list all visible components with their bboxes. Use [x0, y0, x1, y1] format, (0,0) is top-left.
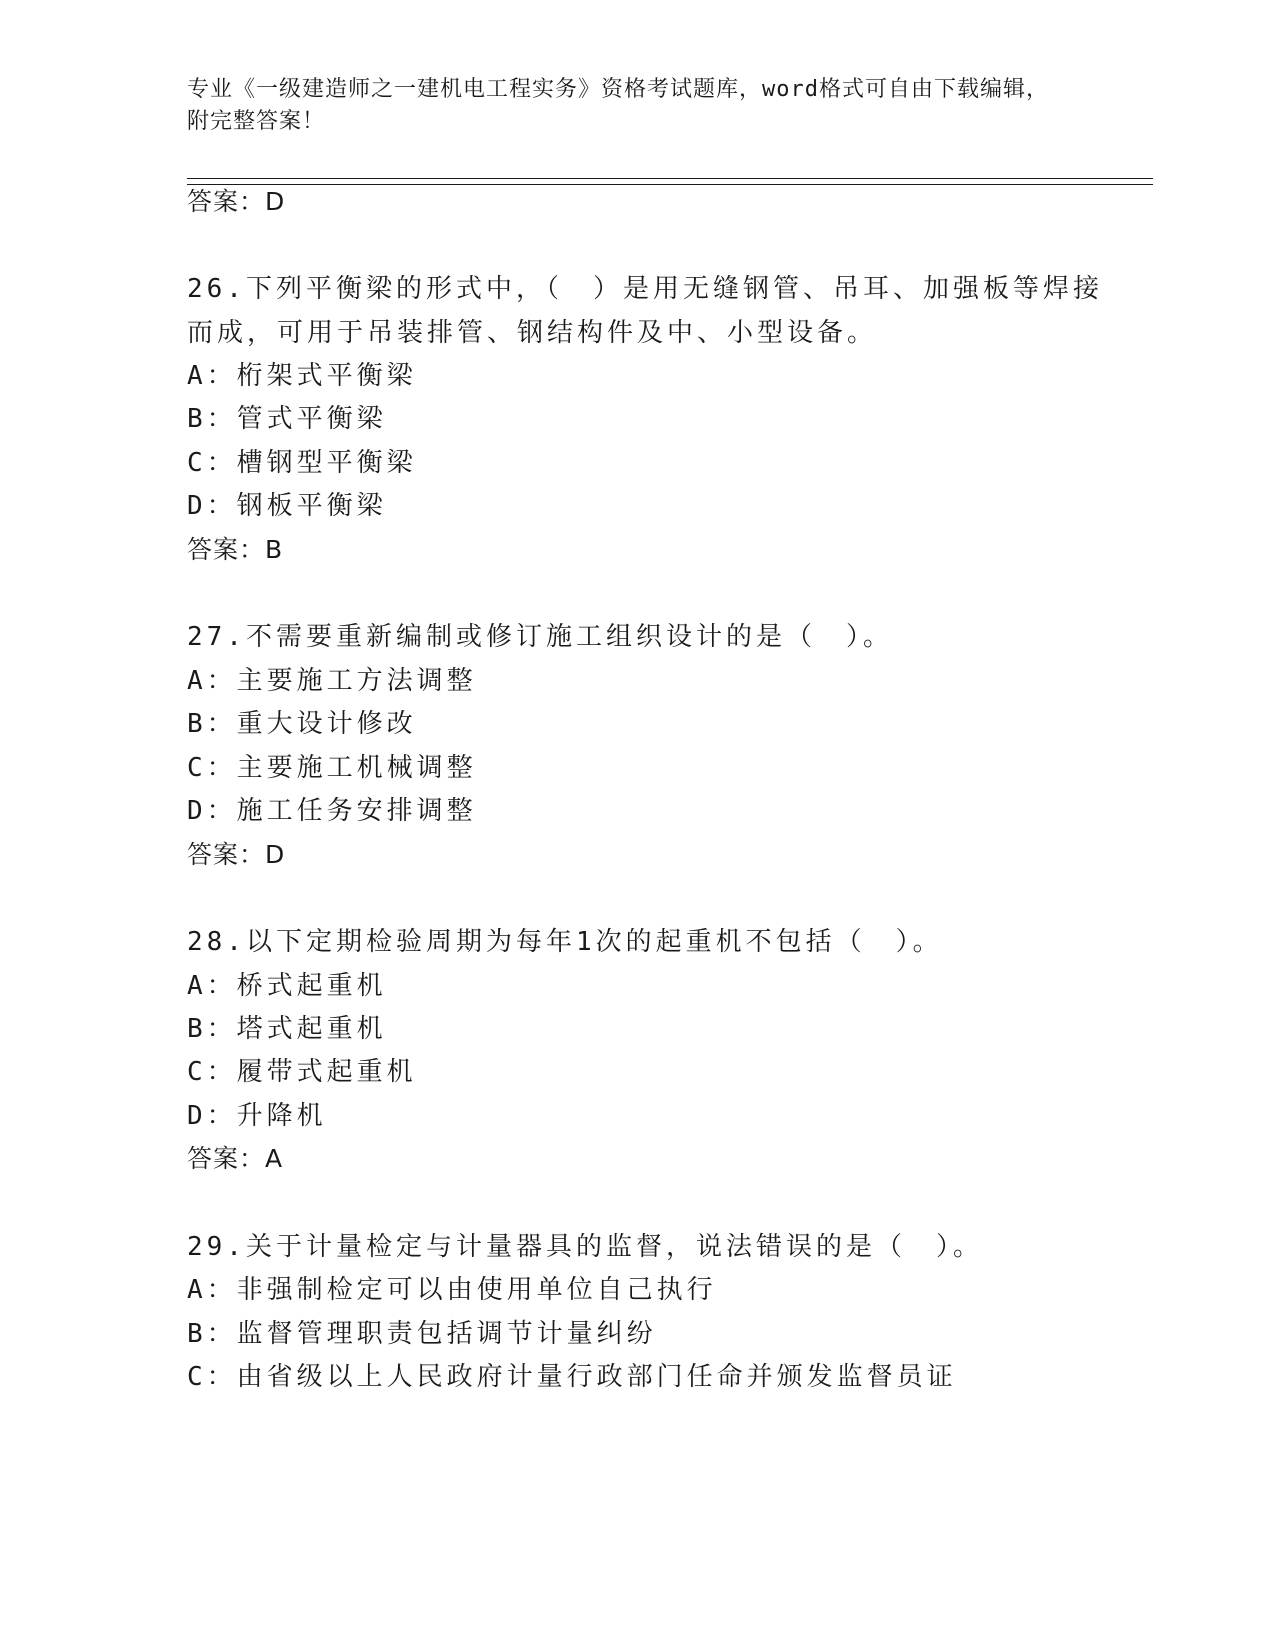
question-26-option-b: B：管式平衡梁: [187, 404, 387, 434]
question-28-option-d: D：升降机: [187, 1101, 327, 1131]
document-header: 专业《一级建造师之一建机电工程实务》资格考试题库，word格式可自由下载编辑，附完整答案！: [187, 77, 1049, 134]
question-26-stem-line2: 而成，可用于吊装排管、钢结构件及中、小型设备。: [187, 318, 878, 348]
question-29-option-c: C：由省级以上人民政府计量行政部门任命并颁发监督员证: [187, 1362, 957, 1392]
question-27-option-d: D：施工任务安排调整: [187, 796, 477, 826]
question-28-stem: 28.以下定期检验周期为每年1次的起重机不包括（ ）。: [187, 927, 943, 957]
question-27-option-b: B：重大设计修改: [187, 709, 417, 739]
question-27-stem: 27.不需要重新编制或修订施工组织设计的是（ ）。: [187, 622, 893, 652]
question-26-stem-line1: 26.下列平衡梁的形式中，（ ）是用无缝钢管、吊耳、加强板等焊接: [187, 274, 1103, 304]
question-28-option-c: C：履带式起重机: [187, 1057, 417, 1087]
header-double-rule: [187, 178, 1153, 185]
question-27-option-c: C：主要施工机械调整: [187, 753, 477, 783]
answer-26: 答案：B: [187, 535, 284, 564]
answer-27: 答案：D: [187, 840, 286, 869]
question-28-option-b: B：塔式起重机: [187, 1014, 387, 1044]
question-29-stem: 29.关于计量检定与计量器具的监督，说法错误的是（ ）。: [187, 1232, 983, 1262]
answer-25: 答案：D: [187, 187, 286, 216]
question-29-option-a: A：非强制检定可以由使用单位自己执行: [187, 1275, 717, 1305]
question-26-option-c: C：槽钢型平衡梁: [187, 448, 417, 478]
question-26-option-d: D：钢板平衡梁: [187, 491, 387, 521]
answer-28: 答案：A: [187, 1144, 284, 1173]
question-26-option-a: A：桁架式平衡梁: [187, 361, 417, 391]
question-28-option-a: A：桥式起重机: [187, 971, 387, 1001]
question-29-option-b: B：监督管理职责包括调节计量纠纷: [187, 1319, 657, 1349]
question-27-option-a: A：主要施工方法调整: [187, 666, 477, 696]
